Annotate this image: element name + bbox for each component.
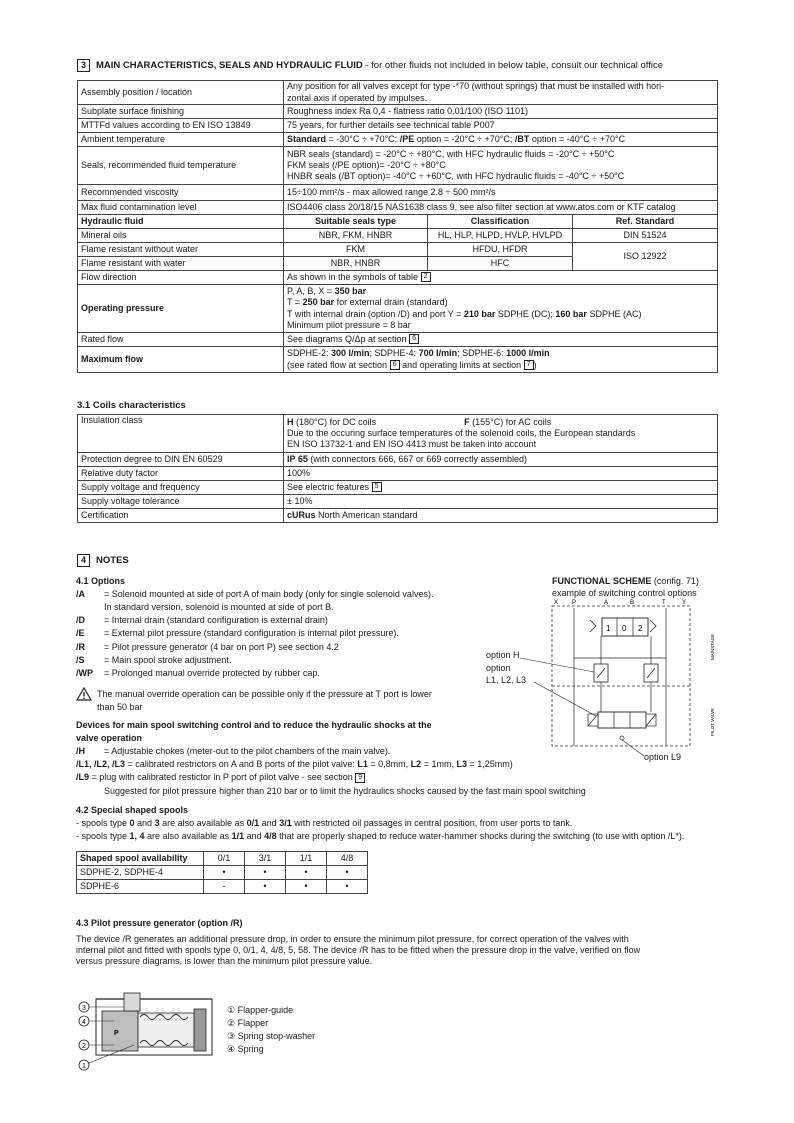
option-h: /H = Adjustable chokes (meter-out to the pilot chambers of the main valve). [76,746,391,756]
table-row [78,271,718,285]
spool-availability-table [76,851,368,894]
cell: Flame resistant with water [78,257,284,271]
cell: SDPHE-6 [77,880,204,894]
devices-title-2: valve operation [76,733,143,743]
cell: SDPHE-2, SDPHE-4 [77,866,204,880]
option-a: /A = Solenoid mounted at side of port A of main body (only for single solenoid valves). [76,589,434,599]
row-label: MTTFd values according to EN ISO 13849 [78,119,284,133]
callout-2: 2 [82,1043,86,1050]
row-value: 15÷100 mm²/s - max allowed range 2.8 ÷ 500 mm²/s [284,185,718,201]
option-r: /R = Pilot pressure generator (4 bar on port P) see section 4.2 [76,642,339,652]
restrictor-l9 [620,736,624,740]
row-value: NBR seals (standard) = -20°C ÷ +80°C, with HFC hydraulic fluids = -20°C ÷ +50°C FKM seals (/PE option)= -20°C ÷ +80°C HNBR seals (/BT option)= -40°C ÷ +60°C, with HFC hydraulic fluids = -40°C ÷ +50°C [284,147,718,185]
column-header: 1/1 [286,852,327,866]
column-header: Shaped spool availability [77,852,204,866]
option-s: /S = Main spool stroke adjustment. [76,655,232,665]
port-label: B [630,600,635,606]
warning-text-1: The manual override operation can be possible only if the pressure at T port is lower [97,689,432,699]
row-value: P, A, B, X = 350 bar T = 250 bar for external drain (standard) T with internal drain (option /D) and port Y = 210 bar SDPHE (DC); 160 bar SDPHE (AC) Minimum pilot pressure = 8 bar [284,285,718,333]
option-l: /L1, /L2, /L3 = calibrated restrictors on A and B ports of the pilot valve: L1 = 0,8mm, L2 = 1mm, L3 = 1,25mm) [76,759,513,769]
pilot-pressure-generator-drawing [74,985,224,1075]
devices-title-1: Devices for main spool switching control and to reduce the hydraulic shocks at the [76,720,432,730]
option-l-label: option [486,663,511,673]
table-row [78,495,718,509]
section-number: 3 [77,59,90,72]
column-header: Hydraulic fluid [78,215,284,229]
scheme-title: FUNCTIONAL SCHEME (config. 71) [552,576,699,586]
column-header: 0/1 [204,852,245,866]
table-row [78,105,718,119]
coils-table [77,414,718,523]
legend-item: ④ Spring [227,1044,264,1054]
option-l9: /L9 = plug with calibrated restictor in P port of pilot valve - see section 9 [76,772,365,783]
row-value: cURus North American standard [284,509,718,523]
table-row [78,509,718,523]
spools-line-2: - spools type 1, 4 are also available as 1/1 and 4/8 that are properly shaped to reduce water-hammer shocks during the switching (to use with option /L*). [76,831,685,841]
row-value: 75 years, for further details see technical table P007 [284,119,718,133]
row-label: Maximum flow [78,347,284,373]
row-label: Ambient temperature [78,133,284,147]
column-header: 3/1 [245,852,286,866]
option-e: /E = External pilot pressure (standard configuration is internal pilot pressure). [76,628,399,638]
row-value: Any position for all valves except for type -*70 (without springs) that must be installed with hori- zontal axis if operated by impulses. [284,81,718,105]
column-header: Ref. Standard [573,215,718,229]
cell: DIN 51524 [573,229,718,243]
section-3-header [77,59,663,72]
row-value: As shown in the symbols of table 2 [284,271,718,285]
table-row [78,119,718,133]
table-row [78,347,718,373]
scheme-subtitle: example of switching control options [552,588,697,598]
section-title: NOTES [96,555,129,566]
row-value: Standard = -30°C ÷ +70°C; /PE option = -20°C ÷ +70°C; /BT option = -40°C ÷ +70°C [284,133,718,147]
cell: NBR, HNBR [284,257,428,271]
generator-text-3: versus pressure diagrams, is lower than the minimum pilot pressure value. [76,956,373,966]
row-label: Flow direction [78,271,284,285]
generator-title: 4.3 Pilot pressure generator (option /R) [76,918,243,928]
svg-text:P: P [114,1030,119,1037]
table-row [77,880,368,894]
cell: - [204,880,245,894]
row-label: Rated flow [78,333,284,347]
cell: • [327,880,368,894]
callout-4: 4 [82,1019,86,1026]
row-value: SDPHE-2: 300 l/min; SDPHE-4: 700 l/min; SDPHE-6: 1000 l/min (see rated flow at section 6 and operating limits at section 7 ) [284,347,718,373]
spools-title: 4.2 Special shaped spools [76,805,189,815]
spools-line-1: - spools type 0 and 3 are also available as 0/1 and 3/1 with restricted oil passages in central position, from user ports to tank. [76,818,573,828]
row-label: Recommended viscosity [78,185,284,201]
cell: • [245,866,286,880]
cell: ISO 12922 [573,243,718,271]
row-label: Max fluid contamination level [78,201,284,215]
functional-scheme-diagram [470,598,720,768]
cell: HL, HLP, HLPD, HVLP, HVLPD [428,229,573,243]
legend-item: ② Flapper [227,1018,269,1028]
options-title: 4.1 Options [76,576,126,586]
pilot-valve-label: PILOT VALVE [710,707,715,736]
cell: HFC [428,257,573,271]
option-a-note: In standard version, solenoid is mounted at side of port B. [104,602,334,612]
cell: HFDU, HFDR [428,243,573,257]
section-number: 4 [77,554,90,567]
column-header: Suitable seals type [284,215,428,229]
warning-icon [76,687,92,701]
row-value: See diagrams Q/Δp at section 6 [284,333,718,347]
generator-text-1: The device /R generates an additional pressure drop, in order to ensure the minimum pilot pressure, for correct operation of the valves with [76,934,629,944]
row-label: Certification [78,509,284,523]
spool-position: 2 [638,624,643,633]
table-row [78,415,718,453]
option-d: /D = Internal drain (standard configuration is external drain) [76,615,328,625]
callout-3: 3 [82,1005,86,1012]
cell: • [327,866,368,880]
section-4-header [77,554,129,567]
row-value: IP 65 (with connectors 666, 667 or 669 correctly assembled) [284,453,718,467]
row-value: Roughness index Ra 0,4 - flatness ratio 0,01/100 (ISO 1101) [284,105,718,119]
table-row [77,866,368,880]
port-label: Y [682,600,687,606]
row-label: Seals, recommended fluid temperature [78,147,284,185]
row-value: 100% [284,467,718,481]
legend-item: ① Flapper-guide [227,1005,294,1015]
cell: • [286,880,327,894]
cell: Flame resistant without water [78,243,284,257]
row-label: Subplate surface finishing [78,105,284,119]
section-subtitle: - for other fluids not included in below table, consult our technical office [362,60,664,71]
row-value: ± 10% [284,495,718,509]
table-row [78,201,718,215]
generator-text-2: internal pilot and fitted with spools type 0, 0/1, 4, 4/8, 5, 58. The device /R has to be fitted when the pressure drop in the valve, verified on flow [76,945,641,955]
table-row [78,481,718,495]
fluid-header-row [78,215,718,229]
table-row [78,147,718,185]
mainstage-label: MAINSTAGE [710,633,715,660]
option-wp: /WP = Prolonged manual override protected by rubber cap. [76,668,320,678]
cell: • [245,880,286,894]
legend-item: ③ Spring stop-washer [227,1031,316,1041]
cell: NBR, FKM, HNBR [284,229,428,243]
option-h-label: option H [486,650,520,660]
table-row [78,81,718,105]
table-row [78,453,718,467]
row-value: H (180°C) for DC coils F (155°C) for AC coils Due to the occuring surface temperatures of the solenoid coils, the European standards EN ISO 13732-1 and EN ISO 4413 must be taken into account [284,415,718,453]
spool-position: 0 [622,624,627,633]
section-ref: 6 [409,334,419,344]
port-label: T [662,600,666,606]
warning-text-2: than 50 bar [97,702,143,712]
option-l9-note: Suggested for pilot pressure higher than 210 bar or to limit the hydraulics shocks caused by the fast main spool switching [104,786,586,796]
cell: • [204,866,245,880]
cell: • [286,866,327,880]
row-label: Insulation class [78,415,284,453]
table-row [78,133,718,147]
row-label: Assembly position / location [78,81,284,105]
table-row [78,185,718,201]
spool-position: 1 [606,624,611,633]
table-row [78,467,718,481]
callout-1: 1 [82,1063,86,1070]
table-row [78,229,718,243]
table-row [78,243,718,257]
row-label: Supply voltage tolerance [78,495,284,509]
option-l9-label: option L9 [644,752,682,762]
row-label: Supply voltage and frequency [78,481,284,495]
pilot-spool [598,712,646,728]
cell: Mineral oils [78,229,284,243]
main-characteristics-table [77,80,718,373]
row-label: Protection degree to DIN EN 60529 [78,453,284,467]
table-row [77,852,368,866]
table-row [78,285,718,333]
column-header: 4/8 [327,852,368,866]
port-label: X [554,600,559,606]
coils-title: 3.1 Coils characteristics [77,400,186,411]
section-ref: 2 [421,272,431,282]
row-value: See electric features 5 [284,481,718,495]
row-value: ISO4406 class 20/18/15 NAS1638 class 9, see also filter section at www.atos.com or KTF catalog [284,201,718,215]
row-label: Operating pressure [78,285,284,333]
section-title: MAIN CHARACTERISTICS, SEALS AND HYDRAULIC FLUID [96,60,363,71]
cell: FKM [284,243,428,257]
table-row [78,333,718,347]
column-header: Classification [428,215,573,229]
row-label: Relative duty factor [78,467,284,481]
port-label: P [572,600,577,606]
option-l-label-2: L1, L2, L3 [486,675,527,685]
port-label: A [604,600,609,606]
